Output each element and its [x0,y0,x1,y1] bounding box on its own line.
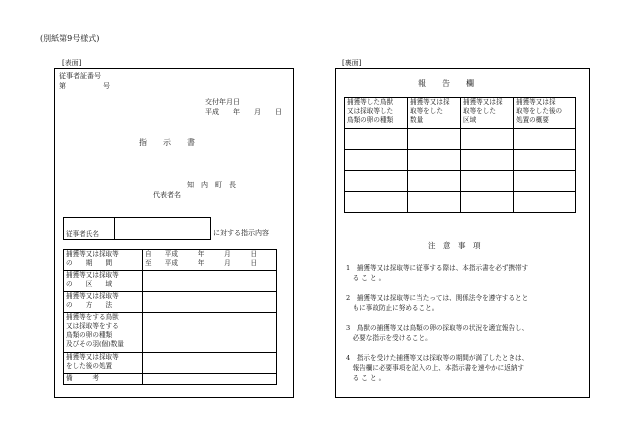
label-line: の 区 域 [66,280,113,288]
issuer: 知 内 町 長 [187,181,236,189]
note-line: る こ と 。 [346,274,386,282]
instruction-table [63,249,277,385]
doc-title: 指 示 書 [139,138,195,147]
row-value[interactable] [143,374,277,385]
worker-name-field[interactable] [115,218,211,240]
report-title: 報 告 欄 [418,79,474,88]
front-tag: [表面] [62,59,82,67]
worker-name-label: 従事者氏名 [64,218,115,240]
period-from: 自 平成 年 月 日 [145,250,258,258]
report-row[interactable] [345,192,576,213]
note-line: 1 捕獲等又は採取等に従事する際は、本指示書を必ず携帯す [346,264,529,272]
label-line: の 期 間 [66,259,113,267]
col-line: 捕獲等した鳥獣 [347,98,394,106]
col-line: 処置の概要 [516,116,549,124]
note-line: 2 捕獲等又は採取等に当たっては、関係法令を遵守するとと [346,294,529,302]
front-panel [54,68,294,398]
row-value[interactable] [143,292,277,313]
row-label [64,250,143,271]
label-line: 捕獲等又は採取等 [66,292,119,300]
col-line: 又は採取等した [347,107,394,115]
col-line: 捕獲等又は採 [463,98,503,106]
note-4 [346,353,528,383]
row-label [64,353,143,374]
label-line: 捕獲等又は採取等 [66,353,119,361]
report-row[interactable] [345,171,576,192]
rep-name-label: 代表者名 [153,191,181,199]
note-1 [346,263,528,283]
row-value[interactable] [143,250,277,271]
report-col-species [345,98,408,129]
report-row[interactable] [345,129,576,150]
instruction-suffix: に対する指示内容 [213,229,269,237]
col-line: 鳥類の卵の種類 [347,116,394,124]
label-line: 捕獲等をする鳥獣 [66,313,119,321]
issue-date-label: 交付年月日 [205,98,240,106]
note-line: る こ と 。 [346,374,386,382]
note-line: 必要な指示を受けること。 [346,334,432,342]
col-line: 取等をした後の [516,107,563,115]
label-line: 及びその羽(個)数量 [66,340,124,348]
col-line: 捕獲等又は採 [410,98,450,106]
note-line: 4 指示を受けた捕獲等又は採取等の期間が満了したときは、 [346,354,529,362]
cert-dai: 第 [59,82,66,90]
row-value[interactable] [143,271,277,292]
row-method [64,292,277,313]
label-line: 捕獲等又は採取等 [66,250,119,258]
label-line: 捕獲等又は採取等 [66,271,119,279]
col-line: 区域 [463,116,477,124]
label-line: 備 考 [66,374,99,382]
cert-go: 号 [103,82,110,90]
col-line: 取等をした [463,107,496,115]
col-line: 取等をした [410,107,443,115]
back-tag: [裏面] [342,59,362,67]
issue-date-value: 平成 年 月 日 [205,108,282,116]
row-area [64,271,277,292]
note-line: もに事故防止に努めること。 [346,304,439,312]
row-remarks [64,374,277,385]
cert-no-label: 従事者証番号 [59,72,101,80]
notes-title: 注 意 事 項 [428,241,481,250]
col-line: 数量 [410,116,424,124]
row-label [64,271,143,292]
worker-name-box [63,217,211,240]
report-col-quantity [408,98,461,129]
form-id: (別紙第9号様式) [40,34,100,43]
label-line: 鳥類の卵の種類 [66,331,113,339]
col-line: 捕獲等又は採 [516,98,556,106]
report-table [344,97,576,213]
note-2 [346,293,528,313]
row-value[interactable] [143,353,277,374]
row-species [64,313,277,353]
note-line: 3 鳥獣の捕獲等又は鳥類の卵の採取等の状況を適宜報告し、 [346,324,529,332]
label-line: 又は採取等をする [66,322,119,330]
row-disposal [64,353,277,374]
row-label [64,313,143,353]
back-panel [335,68,590,398]
report-col-disposal [514,98,576,129]
report-row[interactable] [345,150,576,171]
note-3 [346,323,528,343]
row-label [64,292,143,313]
row-value[interactable] [143,313,277,353]
row-label [64,374,143,385]
note-line: 報告欄に必要事項を記入の上、本指示書を速やかに返納す [346,364,525,372]
period-to: 至 平成 年 月 日 [145,259,258,267]
label-line: の 方 法 [66,301,113,309]
report-header-row [345,98,576,129]
report-col-area [461,98,514,129]
row-period [64,250,277,271]
label-line: をした後の処置 [66,362,113,370]
